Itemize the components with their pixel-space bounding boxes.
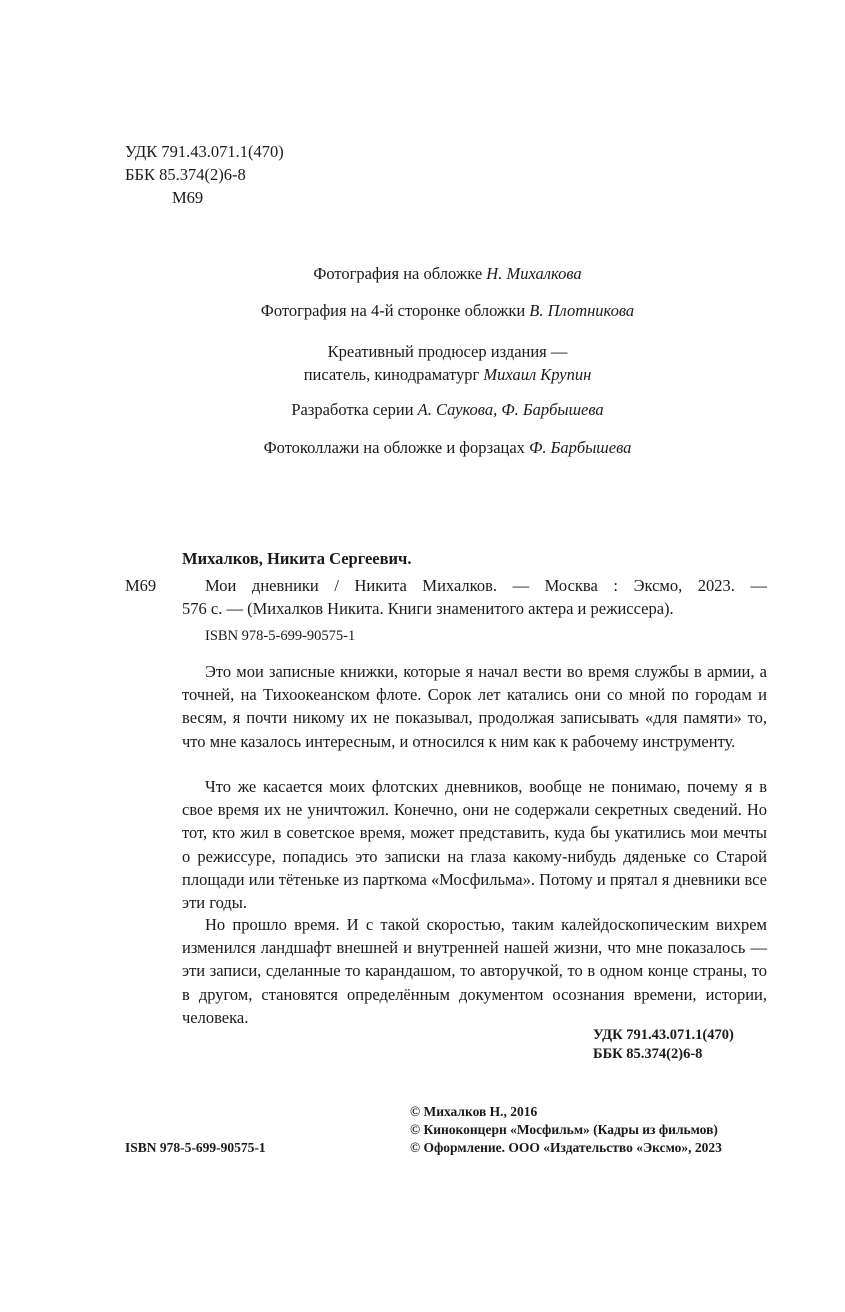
credit-series-design [150,398,745,421]
annotation-paragraph-3: Но прошло время. И с такой скоростью, таким калейдоскопическим вихрем изменился ландшафт внешней и внутренней нашей жизни, что мне показалось — эти записи, сделанные то карандашом, то авторучкой, то в одном конце страны, то в другом, становятся определённым документом осознания времени, истории, человека. [182,915,767,1027]
credit-name: В. Плотникова [529,301,635,320]
author-heading: Михалков, Никита Сергеевич. [182,549,412,568]
credit-name: А. Саукова, Ф. Барбышева [417,400,604,419]
copyright-author: © Михалков Н., 2016 [410,1104,538,1119]
credit-name: Н. Михалкова [486,264,582,283]
credit-cover-photo [150,262,745,285]
bbk-code-bottom: ББК 85.374(2)6-8 [593,1046,703,1062]
author-mark: М69 [172,188,204,207]
credit-producer [150,340,745,386]
credit-photocollage [150,436,745,459]
bib-author-mark: М69 [125,576,157,595]
credit-name: Ф. Барбышева [529,438,632,457]
annotation-paragraph-1: Это мои записные книжки, которые я начал вести во время службы в армии, а точней, на Тихоокеанском флоте. Сорок лет катались они со мной по городам и весям, я почти никому их не показывал, продолжая записывать «для памяти» то, что мне казалось интересным, и относился к ним как к рабочему инструменту. [182,662,767,751]
credit-back-photo [150,299,745,322]
credit-label: Креативный продюсер издания — [327,342,568,361]
bib-title-line-2: 576 с. — (Михалков Никита. Книги знаменитого актера и режиссера). [182,599,674,618]
copyright-design: © Оформление. ООО «Издательство «Эксмо», 2023 [410,1140,722,1155]
bbk-code: ББК 85.374(2)6-8 [125,165,246,184]
bib-title-line-1: Мои дневники / Никита Михалков. — Москва : Эксмо, 2023. — [205,576,767,595]
annotation-paragraph-2: Что же касается моих флотских дневников, вообще не понимаю, почему я в свое время их не уничтожил. Конечно, они не содержали секретных сведений. Но тот, кто жил в советское время, может представить, куда бы укатились мои мечты о режиссуре, попадись это записки на глаза какому-нибудь дяденьке со Старой площади или тётеньке из парткома «Мосфильма». Потому и прятал я дневники все эти годы. [182,777,767,913]
credit-label: писатель, кинодраматург [303,365,480,384]
credit-label: Фотография на 4-й сторонке обложки [260,301,526,320]
copyright-mosfilm: © Киноконцерн «Мосфильм» (Кадры из фильмов) [410,1122,718,1137]
udk-code: УДК 791.43.071.1(470) [125,142,284,161]
credit-name: Михаил Крупин [483,365,592,384]
bib-isbn: ISBN 978-5-699-90575-1 [205,628,356,644]
credit-label: Фотография на обложке [313,264,483,283]
udk-code-bottom: УДК 791.43.071.1(470) [593,1027,734,1043]
credit-label: Фотоколлажи на обложке и форзацах [263,438,525,457]
credit-label: Разработка серии [291,400,414,419]
footer-isbn: ISBN 978-5-699-90575-1 [125,1140,266,1155]
